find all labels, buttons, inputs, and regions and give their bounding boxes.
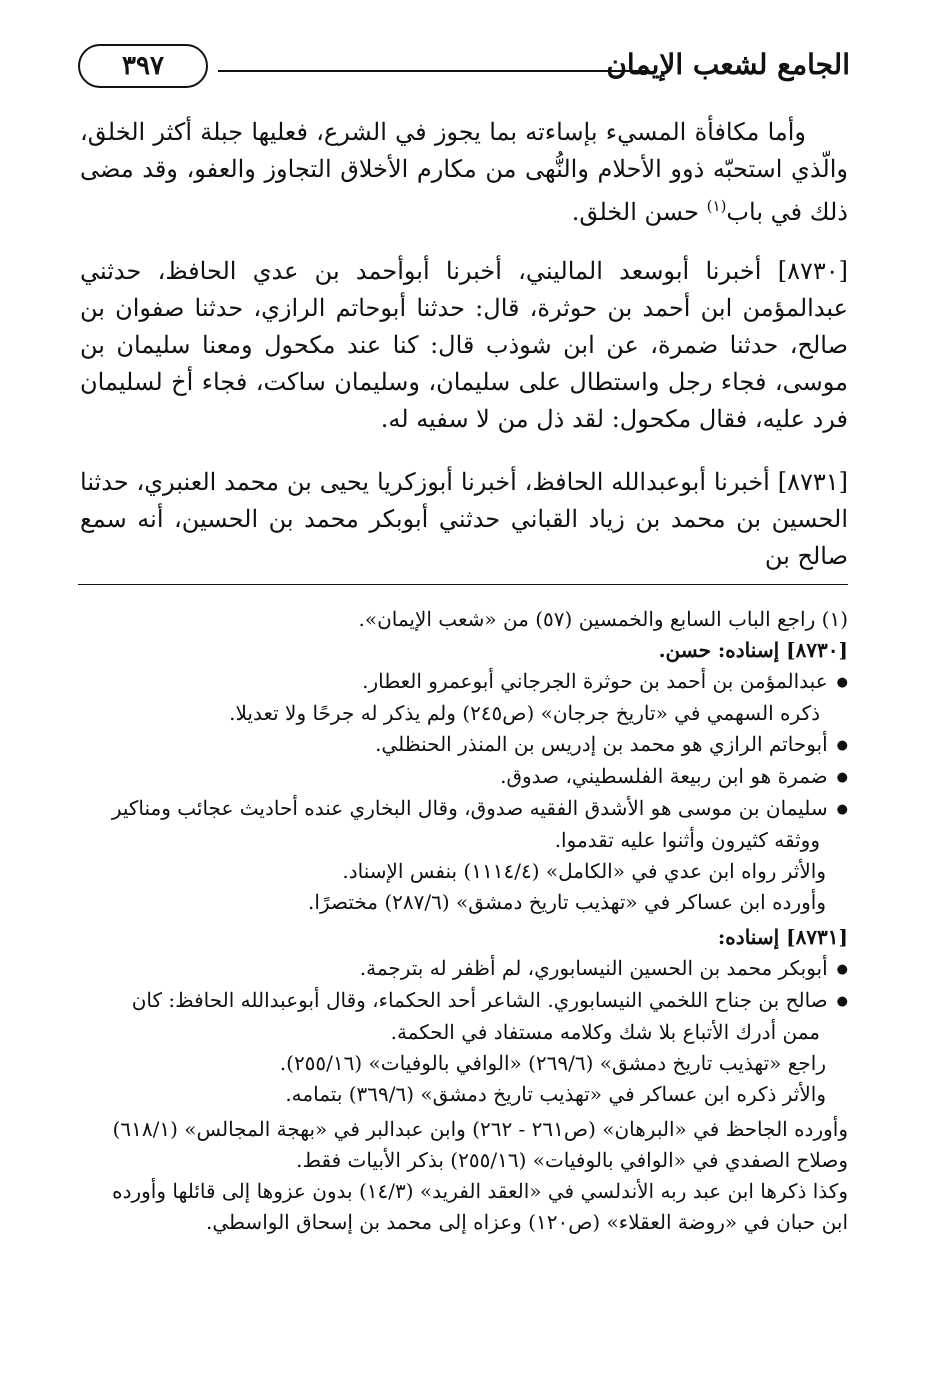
main-text [80, 114, 848, 575]
text-line: لقد ذل من لا سفيه له. [380, 405, 605, 433]
paragraph-intro [80, 114, 848, 231]
hadith-8731 [80, 464, 848, 575]
text-line: حسن الخلق. [571, 198, 707, 226]
text-line: واستطال على سليمان، وسليمان ساكت، فجاء أخ لسليمان فرد عليه، فقال مكحول: [80, 368, 848, 433]
text-line: [٨٧٣٠] أخبرنا أبوسعد الماليني، أخبرنا أبوأحمد بن عدي الحافظ، حدثني عبدالمؤمن [80, 257, 848, 322]
note-item: ● أبوبكر محمد بن الحسين النيسابوري، لم أظفر له بترجمة. [78, 953, 848, 985]
running-title: الجامع لشعب الإيمان [606, 48, 850, 81]
note-item: ● صالح بن جناح اللخمي النيسابوري. الشاعر أحد الحكماء، وقال أبوعبدالله الحافظ: كان [78, 985, 848, 1017]
note-item: ● أبوحاتم الرازي هو محمد بن إدريس بن المنذر الحنظلي. [78, 729, 848, 761]
note-source: راجع «تهذيب تاريخ دمشق» (٢٦٩/٦) «الوافي بالوفيات» (٢٥٥/١٦). [279, 1051, 826, 1075]
footnote-divider [78, 584, 848, 585]
hadith-8730 [80, 253, 848, 438]
text-line: ضمرة، عن ابن شوذب قال: كنا عند مكحول ومعنا سليمان بن موسى، فجاء رجل [80, 331, 848, 396]
footnote-reference[interactable]: (١) [706, 197, 727, 215]
page-number-badge: ٣٩٧ [78, 44, 208, 88]
page-header [78, 44, 850, 94]
text-line: وأما مكافأة المسيء بإساءته بما يجوز في الشرع، فعليها جبلة أكثر الخلق، والّذي [80, 118, 848, 183]
note-item: ● سليمان بن موسى هو الأشدق الفقيه صدوق، وقال البخاري عنده أحاديث عجائب ومناكير [78, 793, 848, 825]
note-item-detail: ممن أدرك الأتباع بلا شك وكلامه مستفاد في الحكمة. [390, 1020, 820, 1044]
footnote-1: (١) راجع الباب السابع والخمسين (٥٧) من «شعب الإيمان». [358, 607, 848, 631]
text-line: في باب [726, 198, 803, 226]
note-heading-8731: [٨٧٣١] إسناده: [717, 925, 848, 949]
note-source: وأورده الجاحظ في «البرهان» (ص٢٦١ - ٢٦٢) وابن عبدالبر في «بهجة المجالس» (٦١٨/١) [112, 1117, 848, 1141]
note-item: ● عبدالمؤمن بن أحمد بن حوثرة الجرجاني أبوعمرو العطار. [78, 666, 848, 698]
header-rule [218, 70, 650, 72]
note-item-detail: ذكره السهمي في «تاريخ جرجان» (ص٢٤٥) ولم يذكر له جرحًا ولا تعديلا. [229, 701, 820, 725]
note-source: وكذا ذكرها ابن عبد ربه الأندلسي في «العقد الفريد» (١٤/٣) بدون عزوها إلى قائلها وأورده [112, 1179, 848, 1203]
note-source: ابن حبان في «روضة العقلاء» (ص١٢٠) وعزاه إلى محمد بن إسحاق الواسطي. [206, 1210, 848, 1234]
note-item-detail: ووثقه كثيرون وأثنوا عليه تقدموا. [554, 828, 820, 852]
note-heading-8730: [٨٧٣٠] إسناده: حسن. [658, 638, 848, 662]
text-line: استحبّه ذوو الأحلام والنُّهى من مكارم الأخلاق التجاوز والعفو، وقد مضى ذلك [80, 155, 848, 226]
note-source: والأثر ذكره ابن عساكر في «تهذيب تاريخ دمشق» (٣٦٩/٦) بتمامه. [285, 1082, 826, 1106]
note-item: ● ضمرة هو ابن ربيعة الفلسطيني، صدوق. [78, 761, 848, 793]
text-line: [٨٧٣١] أخبرنا أبوعبدالله الحافظ، أخبرنا أبوزكريا يحيى بن محمد العنبري، حدثنا [80, 468, 848, 496]
note-source: وصلاح الصفدي في «الوافي بالوفيات» (٢٥٥/١٦) بذكر الأبيات فقط. [296, 1148, 848, 1172]
note-source: والأثر رواه ابن عدي في «الكامل» (١١١٤/٤) بنفس الإسناد. [342, 859, 826, 883]
note-source: وأورده ابن عساكر في «تهذيب تاريخ دمشق» (٢٨٧/٦) مختصرًا. [308, 890, 826, 914]
text-line: ابن أحمد بن حوثرة، قال: حدثنا أبوحاتم الرازي، حدثنا صفوان بن صالح، حدثنا [80, 294, 848, 359]
text-line: الحسين بن محمد بن زياد القباني حدثني أبوبكر محمد بن الحسين، أنه سمع صالح بن [80, 505, 848, 570]
footnotes-section [78, 604, 848, 1238]
